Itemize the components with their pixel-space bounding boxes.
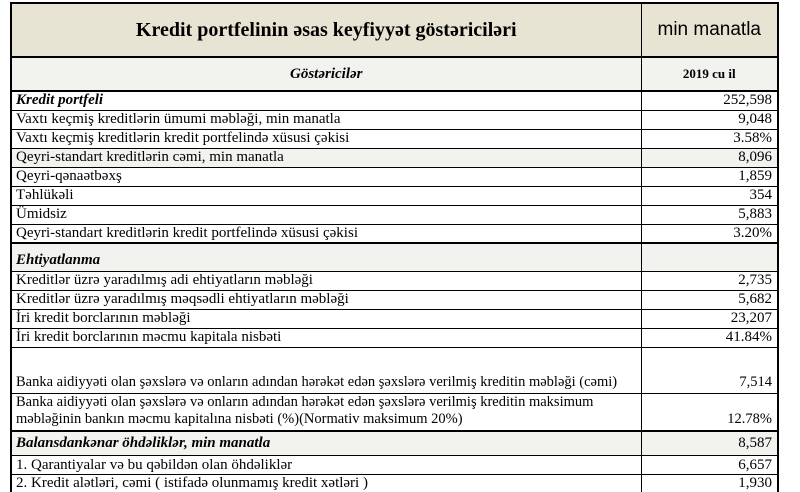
row-value: 3.58% (641, 129, 778, 148)
table-row (11, 186, 778, 205)
table-row (11, 91, 778, 110)
table-row (11, 475, 778, 492)
row-value: 6,657 (641, 456, 778, 475)
row-label: Ehtiyatlanma (11, 243, 641, 271)
table-row (11, 431, 778, 456)
row-label: Banka aidiyyəti olan şəxslərə və onların adından hərəkət edən şəxslərə verilmiş kreditin maksimum məbləğinin bankın məcmu kapitalına nisbəti (%)(Normativ maksimum 20%) (11, 393, 641, 431)
row-value: 2,735 (641, 271, 778, 290)
table-row (11, 243, 778, 271)
row-value: 354 (641, 186, 778, 205)
row-label: Vaxtı keçmiş kreditlərin ümumi məbləği, min manatla (11, 110, 641, 129)
row-value: 12.78% (641, 393, 778, 431)
table-row (11, 393, 778, 431)
table-row (11, 148, 778, 167)
row-label: Banka aidiyyəti olan şəxslərə və onların adından hərəkət edən şəxslərə verilmiş kreditin məbləği (cəmi) (11, 347, 641, 393)
table-title-row (11, 3, 778, 57)
table-row (11, 309, 778, 328)
table-row (11, 328, 778, 347)
row-label: İri kredit borclarının məbləği (11, 309, 641, 328)
row-value (641, 243, 778, 271)
table-row (11, 347, 778, 393)
row-value: 3.20% (641, 224, 778, 243)
row-value: 8,096 (641, 148, 778, 167)
row-value: 1,859 (641, 167, 778, 186)
row-label: Kredit portfeli (11, 91, 641, 110)
column-header-indicator: Göstəricilər (11, 57, 641, 91)
page-title: Kredit portfelinin əsas keyfiyyət göstəriciləri (11, 3, 641, 57)
row-label: Vaxtı keçmiş kreditlərin kredit portfelində xüsusi çəkisi (11, 129, 641, 148)
unit-label: min manatla (641, 3, 778, 57)
table-row (11, 290, 778, 309)
row-value: 5,883 (641, 205, 778, 224)
row-label: Kreditlər üzrə yaradılmış adi ehtiyatların məbləği (11, 271, 641, 290)
row-label: 2. Kredit alətləri, cəmi ( istifadə olunmamış kredit xətləri ) (11, 475, 641, 492)
table-row (11, 224, 778, 243)
row-label: İri kredit borclarının məcmu kapitala nisbəti (11, 328, 641, 347)
credit-portfolio-table (10, 2, 779, 492)
row-label: Təhlükəli (11, 186, 641, 205)
table-row (11, 167, 778, 186)
table-row (11, 205, 778, 224)
table-row (11, 110, 778, 129)
row-value: 5,682 (641, 290, 778, 309)
row-value: 41.84% (641, 328, 778, 347)
row-value: 1,930 (641, 475, 778, 492)
row-value: 8,587 (641, 431, 778, 456)
table-row (11, 129, 778, 148)
row-label: Kreditlər üzrə yaradılmış məqsədli ehtiyatların məbləği (11, 290, 641, 309)
row-value: 252,598 (641, 91, 778, 110)
row-label: Qeyri-qənaətbəxş (11, 167, 641, 186)
row-label: Balansdankənar öhdəliklər, min manatla (11, 431, 641, 456)
column-header-row (11, 57, 778, 91)
row-value: 9,048 (641, 110, 778, 129)
row-label: Qeyri-standart kreditlərin cəmi, min manatla (11, 148, 641, 167)
row-label: Qeyri-standart kreditlərin kredit portfelində xüsusi çəkisi (11, 224, 641, 243)
row-value: 7,514 (641, 347, 778, 393)
column-header-year: 2019 cu il (641, 57, 778, 91)
table-row (11, 271, 778, 290)
document-sheet (0, 2, 800, 492)
row-value: 23,207 (641, 309, 778, 328)
table-row (11, 456, 778, 475)
row-label: Ümidsiz (11, 205, 641, 224)
row-label: 1. Qarantiyalar və bu qəbildən olan öhdəliklər (11, 456, 641, 475)
